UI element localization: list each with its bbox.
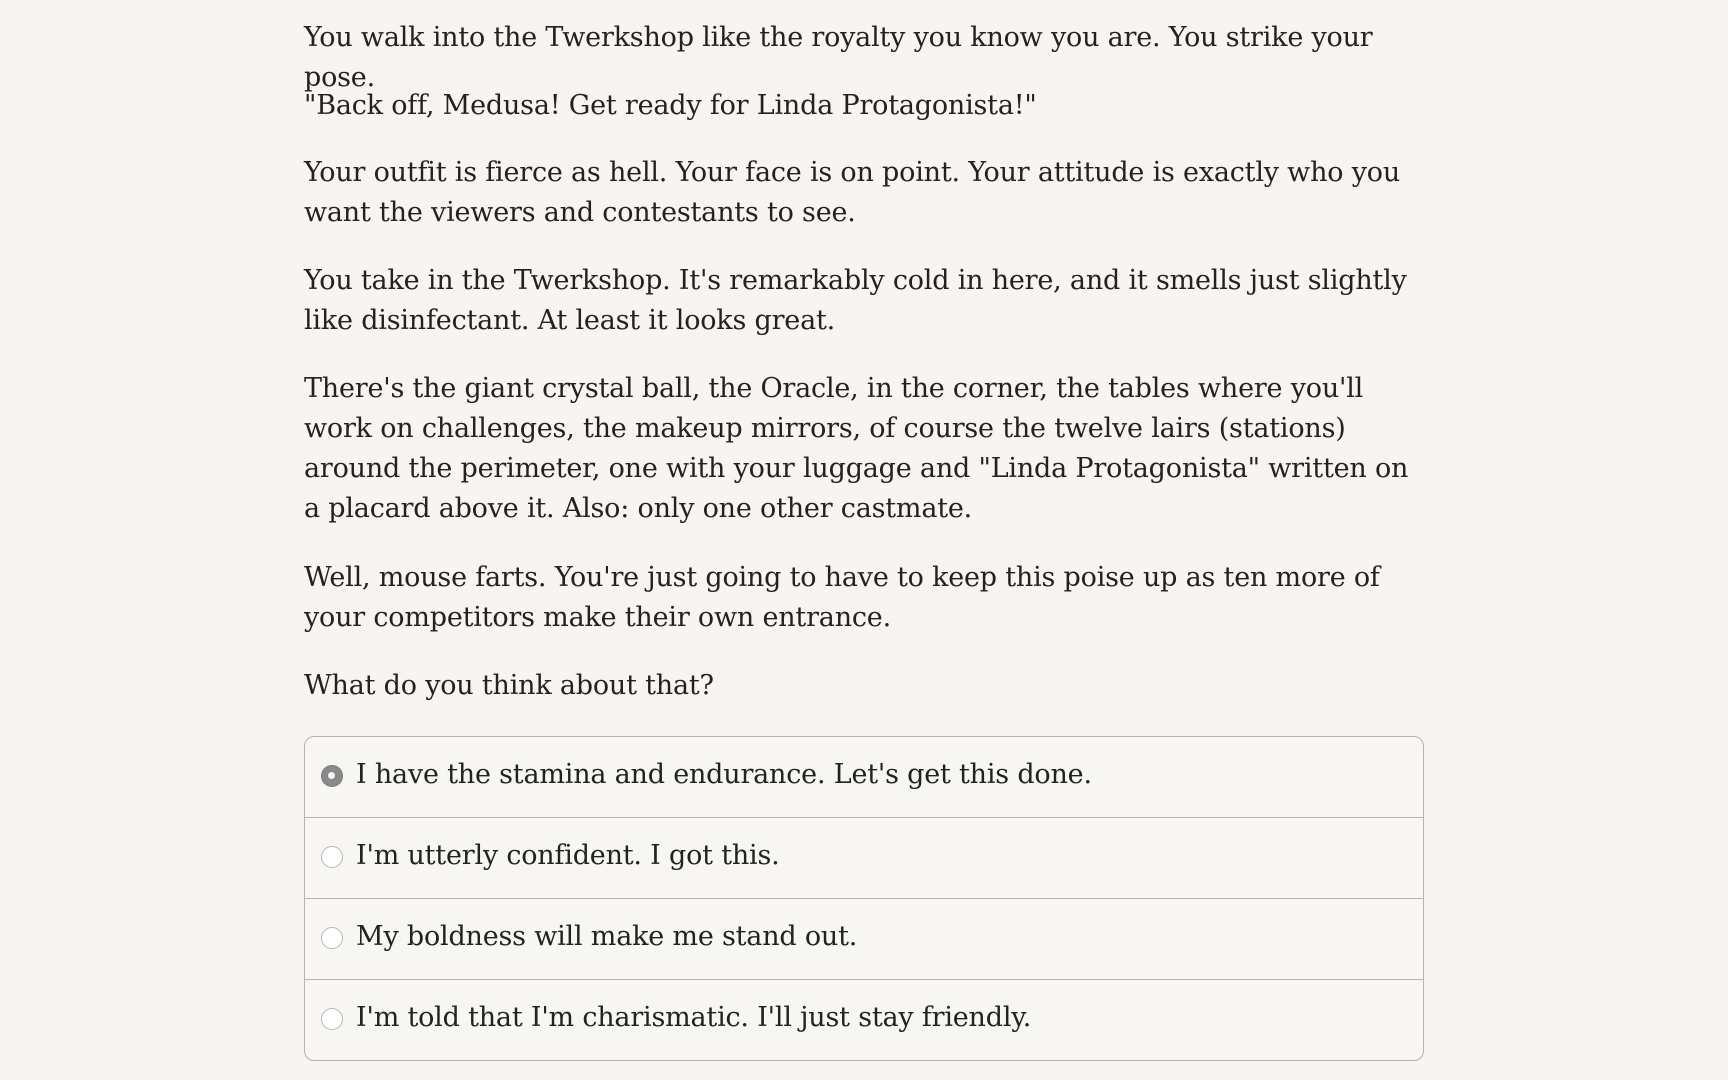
choice-label[interactable]: I have the stamina and endurance. Let's get this done. bbox=[356, 759, 1092, 790]
story-paragraph: "Back off, Medusa! Get ready for Linda Protagonista!" bbox=[304, 90, 1037, 121]
choice-list bbox=[304, 736, 1424, 1061]
choice-option-2[interactable] bbox=[305, 817, 1423, 897]
choice-label[interactable]: I'm told that I'm charismatic. I'll just stay friendly. bbox=[356, 1002, 1032, 1033]
radio-button-icon[interactable] bbox=[321, 1008, 343, 1030]
radio-button-icon[interactable] bbox=[321, 927, 343, 949]
story-paragraph: There's the giant crystal ball, the Oracle, in the corner, the tables where you'll work on challenges, the makeup mirrors, of course the twelve lairs (stations) around the perimeter, one with your luggage and "Linda Protagonista" written on a placard above it. Also: only one other castmate. bbox=[304, 373, 1409, 524]
choice-option-4[interactable] bbox=[305, 979, 1423, 1059]
choice-option-3[interactable] bbox=[305, 898, 1423, 978]
radio-button-icon[interactable] bbox=[321, 846, 343, 868]
story-paragraph: Your outfit is fierce as hell. Your face is on point. Your attitude is exactly who you want the viewers and contestants to see. bbox=[304, 157, 1401, 228]
story-paragraph: You walk into the Twerkshop like the royalty you know you are. You strike your pose. bbox=[304, 22, 1373, 93]
choice-label[interactable]: I'm utterly confident. I got this. bbox=[356, 840, 780, 871]
choice-option-1[interactable] bbox=[305, 737, 1423, 817]
radio-button-icon[interactable] bbox=[321, 765, 343, 787]
story-question: What do you think about that? bbox=[304, 670, 714, 701]
story-paragraph: You take in the Twerkshop. It's remarkably cold in here, and it smells just slightly like disinfectant. At least it looks great. bbox=[304, 265, 1407, 336]
story-paragraph: Well, mouse farts. You're just going to have to keep this poise up as ten more of your competitors make their own entrance. bbox=[304, 562, 1380, 633]
choice-label[interactable]: My boldness will make me stand out. bbox=[356, 921, 858, 952]
